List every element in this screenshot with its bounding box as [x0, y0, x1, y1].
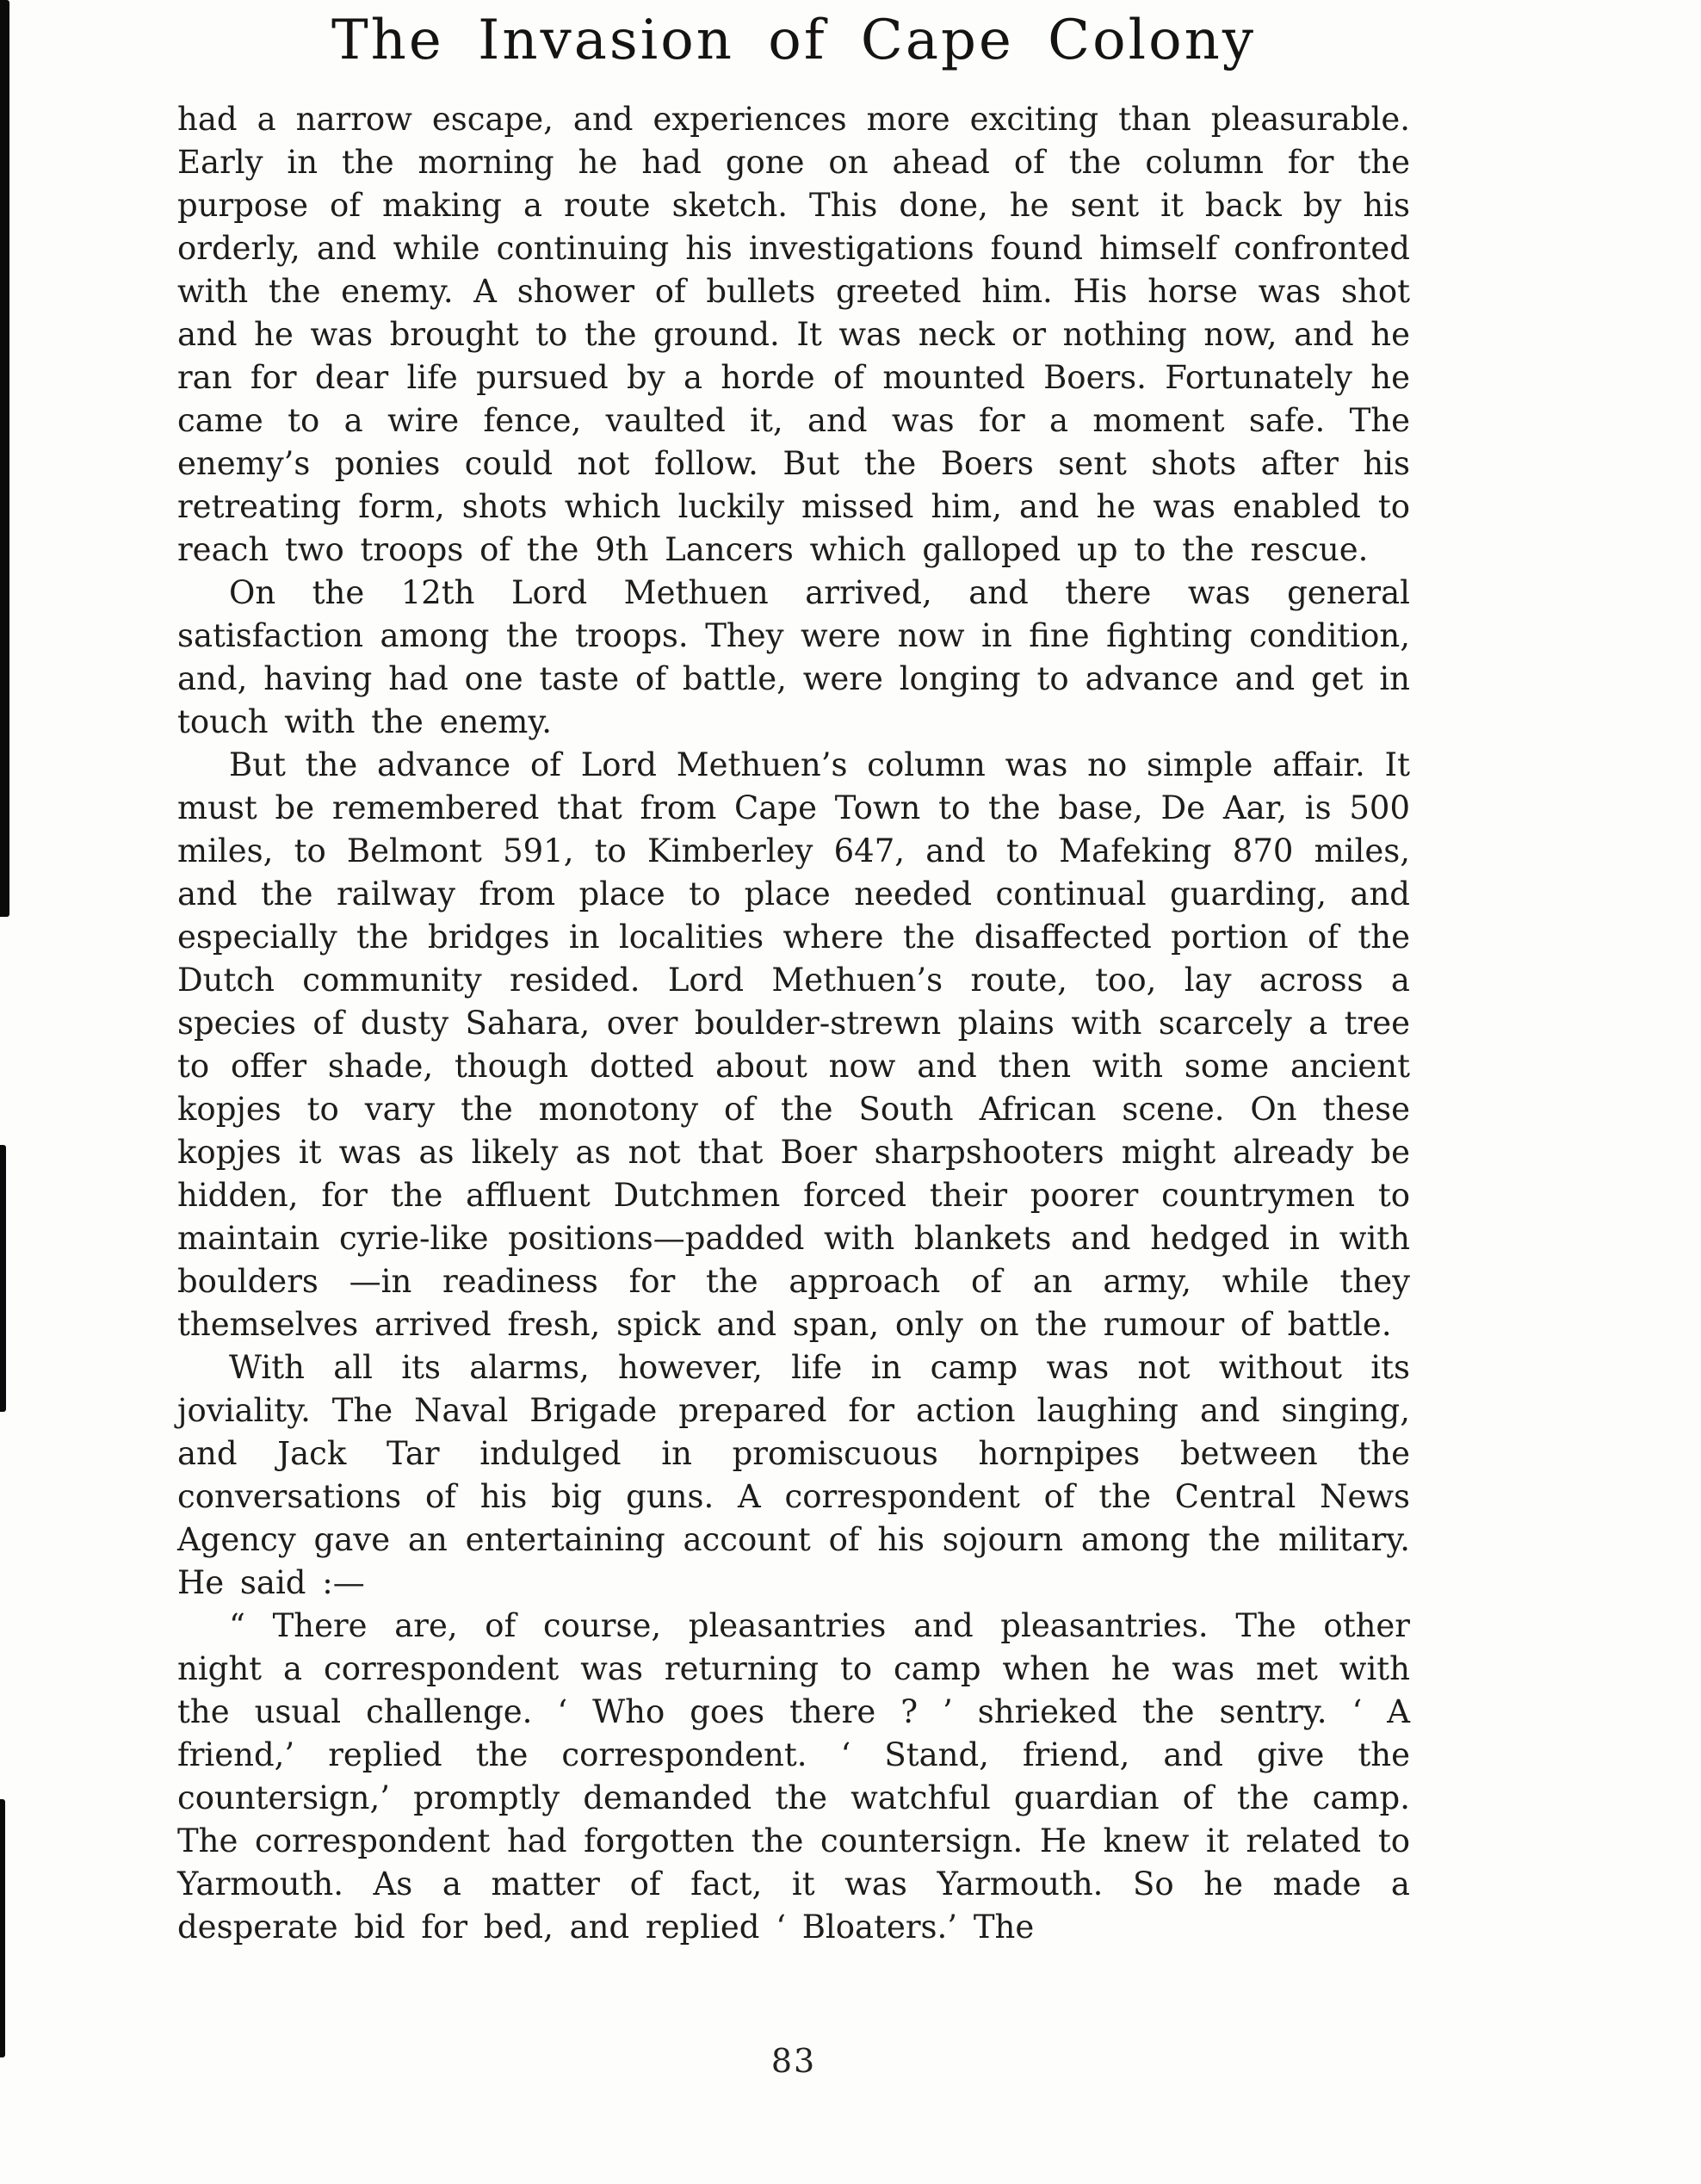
paragraph: But the advance of Lord Methuen’s column was no simple affair. It must be remembered that from Cape Town to the base, De Aar, is 500 miles, to Belmont 591, to Kimberley 647, and to Mafeking 870 miles, and the railway from place to place needed continual guarding, and especially the bridges in localities where the disaffected portion of the Dutch community resided. Lord Methuen’s route, too, lay across a species of dusty Sahara, over boulder-strewn plains with scarcely a tree to offer shade, though dotted about now and then with some ancient kopjes to vary the monotony of the South African scene. On these kopjes it was as likely as not that Boer sharpshooters might already be hidden, for the affluent Dutchmen forced their poorer countrymen to maintain cyrie-like positions—padded with blankets and hedged in with boulders —in readiness for the approach of an army, while they themselves arrived fresh, spick and span, only on the rumour of battle. — [177, 746, 1410, 1343]
page-title: The Invasion of Cape Colony — [331, 9, 1257, 72]
paragraph: On the 12th Lord Methuen arrived, and there was general satisfaction among the troops. They were now in fine fighting condition, and, having had one taste of battle, were longing to advance and get in touch with the enemy. — [177, 574, 1410, 740]
paragraph: “ There are, of course, pleasantries and pleasantries. The other night a correspondent was returning to camp when he was met with the usual challenge. ‘ Who goes there ? ’ shrieked the sentry. ‘ A friend,’ replied the correspondent. ‘ Stand, friend, and give the countersign,’ promptly demanded the watchful guardian of the camp. The correspondent had forgotten the countersign. He knew it related to Yarmouth. As a matter of fact, it was Yarmouth. So he made a desperate bid for bed, and replied ‘ Bloaters.’ The — [177, 1607, 1410, 1946]
page-number: 83 — [770, 2042, 817, 2080]
paragraph: had a narrow escape, and experiences more exciting than pleasurable. Early in the morning he had gone on ahead of the column for the purpose of making a route sketch. This done, he sent it back by his orderly, and while continuing his investigations found himself confronted with the enemy. A shower of bullets greeted him. His horse was shot and he was brought to the ground. It was neck or nothing now, and he ran for dear life pursued by a horde of mounted Boers. Fortunately he came to a wire fence, vaulted it, and was for a moment safe. The enemy’s ponies could not follow. But the Boers sent shots after his retreating form, shots which luckily missed him, and he was enabled to reach two troops of the 9th Lancers which galloped up to the rescue. — [177, 101, 1410, 568]
scan-binding-artifact — [0, 1799, 5, 2057]
scan-binding-artifact — [0, 0, 9, 917]
page-content — [177, 9, 1410, 1949]
scan-binding-artifact — [0, 1145, 6, 1412]
body-text — [177, 98, 1410, 1949]
paragraph: With all its alarms, however, life in camp was not without its joviality. The Naval Brigade prepared for action laughing and singing, and Jack Tar indulged in promiscuous hornpipes between the conversations of his big guns. A correspondent of the Central News Agency gave an entertaining account of his sojourn among the military. He said :— — [177, 1349, 1410, 1601]
